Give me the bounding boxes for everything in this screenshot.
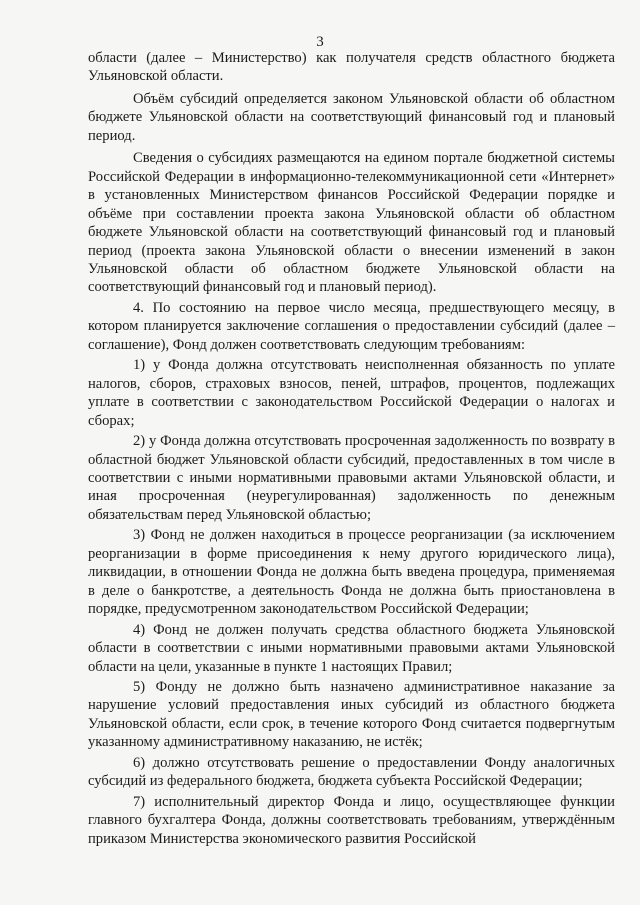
paragraph-continuation: области (далее – Министерство) как получателя средств областного бюджета Ульяновской области. [88,50,615,85]
paragraph-requirements-intro: 4. По состоянию на первое число месяца, предшествующего месяцу, в котором планируется заключение соглашения о предоставлении субсидий (далее – соглашение), Фонд должен соответствовать следующим требованиям: [88,299,615,353]
list-item-2: 2) у Фонда должна отсутствовать просроченная задолженность по возврату в областной бюджет Ульяновской области субсидий, предоставленных в том числе в соответствии с иными нормативными правовыми актами Ульяновской области, и иная просроченная (неурегулированная) задолженность по денежным обязательствам перед Ульяновской областью; [88,433,615,523]
paragraph-subsidy-volume: Объём субсидий определяется законом Ульяновской области об областном бюджете Ульяновской области на соответствующий финансовый год и плановый период. [88,90,615,144]
list-item-3: 3) Фонд не должен находиться в процессе реорганизации (за исключением реорганизации в форме присоединения к нему другого юридического лица), ликвидации, в отношении Фонда не должна быть введена процедура, применяемая в деле о банкротстве, а деятельность Фонда не должна быть приостановлена в порядке, предусмотренном законодательством Российской Федерации; [88,527,615,618]
page-number: 3 [316,34,324,50]
list-item-4: 4) Фонд не должен получать средства областного бюджета Ульяновской области в соответствии с иными нормативными правовыми актами Ульяновской области на цели, указанные в пункте 1 настоящих Правил; [88,621,615,675]
list-item-1: 1) у Фонда должна отсутствовать неисполненная обязанность по уплате налогов, сборов, страховых взносов, пеней, штрафов, процентов, подлежащих уплате в соответствии с законодательством Российской Федерации о налогах и сборах; [88,357,615,429]
list-item-5: 5) Фонду не должно быть назначено административное наказание за нарушение условий предоставления иных субсидий из областного бюджета Ульяновской области, если срок, в течение которого Фонд считается подвергнутым указанному административному наказанию, не истёк; [88,678,615,751]
document-body [88,49,615,848]
paragraph-subsidy-info: Сведения о субсидиях размещаются на едином портале бюджетной системы Российской Федерации в информационно-телекоммуникационной сети «Интернет» в установленных Министерством финансов Российской Федерации порядке и объёме при составлении проекта закона Ульяновской области об областном бюджете Ульяновской области на соответствующий финансовый год и плановый период (проекта закона Ульяновской области о внесении изменений в закон Ульяновской области об областном бюджете Ульяновской области на соответствующий финансовый год и плановый период). [88,150,615,296]
list-item-7: 7) исполнительный директор Фонда и лицо, осуществляющее функции главного бухгалтера Фонда, должны соответствовать требованиям, утверждённым приказом Министерства экономического развития Российской [88,793,615,847]
list-item-6: 6) должно отсутствовать решение о предоставлении Фонду аналогичных субсидий из федерального бюджета, бюджета субъекта Российской Федерации; [88,754,615,790]
